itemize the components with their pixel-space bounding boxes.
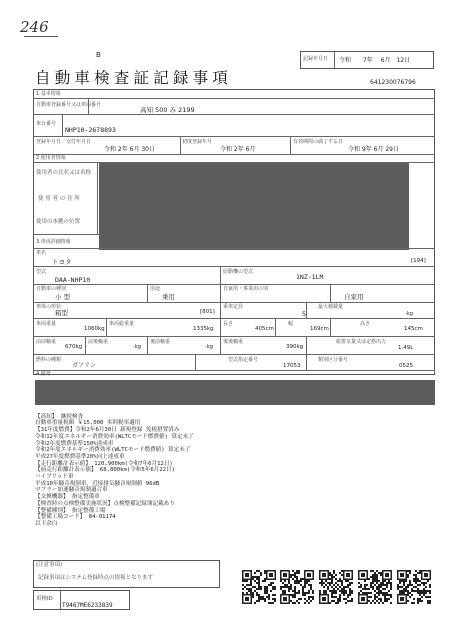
notice-text: 記録事項はシステム登録時点の情報となります (38, 575, 153, 581)
record-date-value: 令和 7年 6月 12日 (339, 57, 411, 64)
expiry-value: 令和 9年 6月 29日 (348, 146, 399, 153)
qr-code-3 (319, 570, 353, 604)
front-rear-axle-value: -kg (133, 344, 141, 350)
expiry-label: 有効期間の満了する日 (293, 139, 344, 145)
qr-code-5 (397, 570, 431, 604)
gross-weight-label: 車両総重量 (109, 321, 135, 327)
width-value: 169cm (310, 326, 329, 332)
user-address-label: 使 用 者 の 住 所 (38, 196, 80, 202)
rear-rear-axle-value: 390kg (286, 344, 304, 350)
capacity-label: 乗車定員 (223, 304, 244, 310)
handwritten-underline (24, 36, 58, 37)
page-title: 自動車検査証記録事項 (35, 69, 233, 87)
model-label: 型式 (36, 269, 47, 275)
length-value: 405cm (255, 326, 274, 332)
handwritten-number: 246 (20, 18, 49, 36)
maker-code: [194] (411, 258, 426, 264)
reg-number-value: 高知 500 み 2199 (140, 106, 195, 114)
front-rear-axle-label: 前後軸重 (88, 339, 109, 345)
inspection-id-value: T9467ME6233839 (62, 602, 113, 609)
base-location-label: 使用の本拠の位置 (36, 219, 81, 225)
first-reg-month-value: 令和 2年 6月 (220, 146, 256, 153)
weight-value: 1060kg (84, 326, 105, 332)
vehicle-type-value: 小 型 (55, 293, 71, 301)
capacity-value: 5 (302, 310, 307, 318)
type-cert-label: 型式指定番号 (228, 357, 259, 363)
form-letter: B (96, 51, 101, 59)
purpose-label: 用途 (150, 286, 161, 292)
model-value: DAA-NHP10 (55, 276, 91, 284)
section2-header: 2.使用者情報 (36, 155, 66, 161)
user-name-label: 使用者の氏名又は名称 (36, 170, 92, 176)
rear-front-axle-label: 後前軸重 (150, 339, 171, 345)
type-cert-value: 17053 (283, 363, 301, 369)
body-shape-label: 車体の形状 (36, 304, 62, 310)
section4-header: 4.備考 (36, 371, 51, 377)
first-reg-month-label: 初度登録年月 (182, 139, 213, 145)
redacted-notes-band (35, 380, 435, 405)
engine-label: 原動機の型式 (223, 269, 254, 275)
purpose-value: 乗用 (162, 293, 175, 301)
front-front-axle-label: 前前軸重 (36, 339, 57, 345)
maker-value: トヨタ (52, 258, 72, 266)
record-date-label: 記録年月日 (303, 56, 329, 62)
height-value: 145cm (404, 326, 423, 332)
body-code: [801] (200, 309, 215, 315)
business-label: 自家用・事業用の別 (223, 286, 269, 292)
document-number: 641230076796 (370, 79, 416, 86)
chassis-label: 車台番号 (36, 121, 57, 127)
maker-label: 車名 (36, 250, 47, 256)
qr-code-1 (242, 570, 276, 604)
fuel-type-label: 燃料の種類 (36, 357, 62, 363)
qr-code-4 (358, 570, 392, 604)
class-number-label: 類別区分番号 (318, 357, 349, 363)
redacted-user-info (99, 163, 409, 250)
qr-code-2 (280, 570, 314, 604)
reg-number-label: 自動車登録番号又は車両番号 (36, 102, 102, 108)
inspection-id-label: 車検ID (36, 596, 53, 602)
length-label: 長さ (223, 321, 234, 327)
first-reg-value: 令和 2年 6月 30日 (104, 146, 155, 153)
first-reg-label: 登録年月日／交付年月日 (36, 139, 92, 145)
gross-weight-value: 1335kg (193, 326, 214, 332)
width-label: 幅 (288, 321, 294, 327)
business-value: 自家用 (344, 293, 364, 301)
section1-header: 1.基本情報 (36, 91, 61, 97)
max-load-label: 最大積載量 (318, 304, 344, 310)
displacement-value: 1.49L (398, 345, 414, 351)
fuel-type-value: ガソリン (72, 362, 97, 369)
notes-list: 【高知】 継続検査 自動車重量税額 ￥15,000 本則税率適用 【31年度燃費】令和2年6月30日 新規登録 免税措置済み 令和12年度エネルギー消費効率(WLTCモード燃費値) 算定未了 令和2年度燃費基準150%達成車 令和2年度エネルギー消費効率(WLTCモード燃費値) 算定未了 平成27年度燃費基準20%向上達成車 【走行距離計表示値】 120,900km(令和7年6月12日) 【前走行距離計表示値】 68,800km(令和5年6月22日) ハイブリッド車 平成10年騒音規制車、近接排気騒音規制値 96dB マフラー加速騒音規制適合車 【交換機器】 指定整備車 【検査時の点検整備実施状況】点検整備記録簿記載あり 【整備種別】 指定整備工場 【整備工場コード】 84-01174 以下余白 (35, 413, 194, 527)
vehicle-type-label: 自動車の種別 (36, 286, 67, 292)
rear-rear-axle-label: 後後軸重 (223, 339, 244, 345)
body-shape-value: 箱型 (55, 309, 68, 317)
class-number-value: 0525 (399, 363, 413, 369)
max-load-value: -kg (405, 311, 413, 317)
engine-value: 1NZ-1LM (296, 273, 324, 281)
height-label: 高さ (360, 321, 371, 327)
chassis-value: NHP10-2678893 (65, 126, 116, 134)
front-front-axle-value: 670kg (65, 344, 83, 350)
displacement-label: 総排気量又は定格出力 (336, 339, 387, 345)
weight-label: 車両重量 (36, 321, 57, 327)
section3-header: 3.車両詳細情報 (36, 239, 71, 245)
notice-header: (注意事項) (36, 562, 63, 568)
rear-front-axle-value: -kg (205, 344, 213, 350)
